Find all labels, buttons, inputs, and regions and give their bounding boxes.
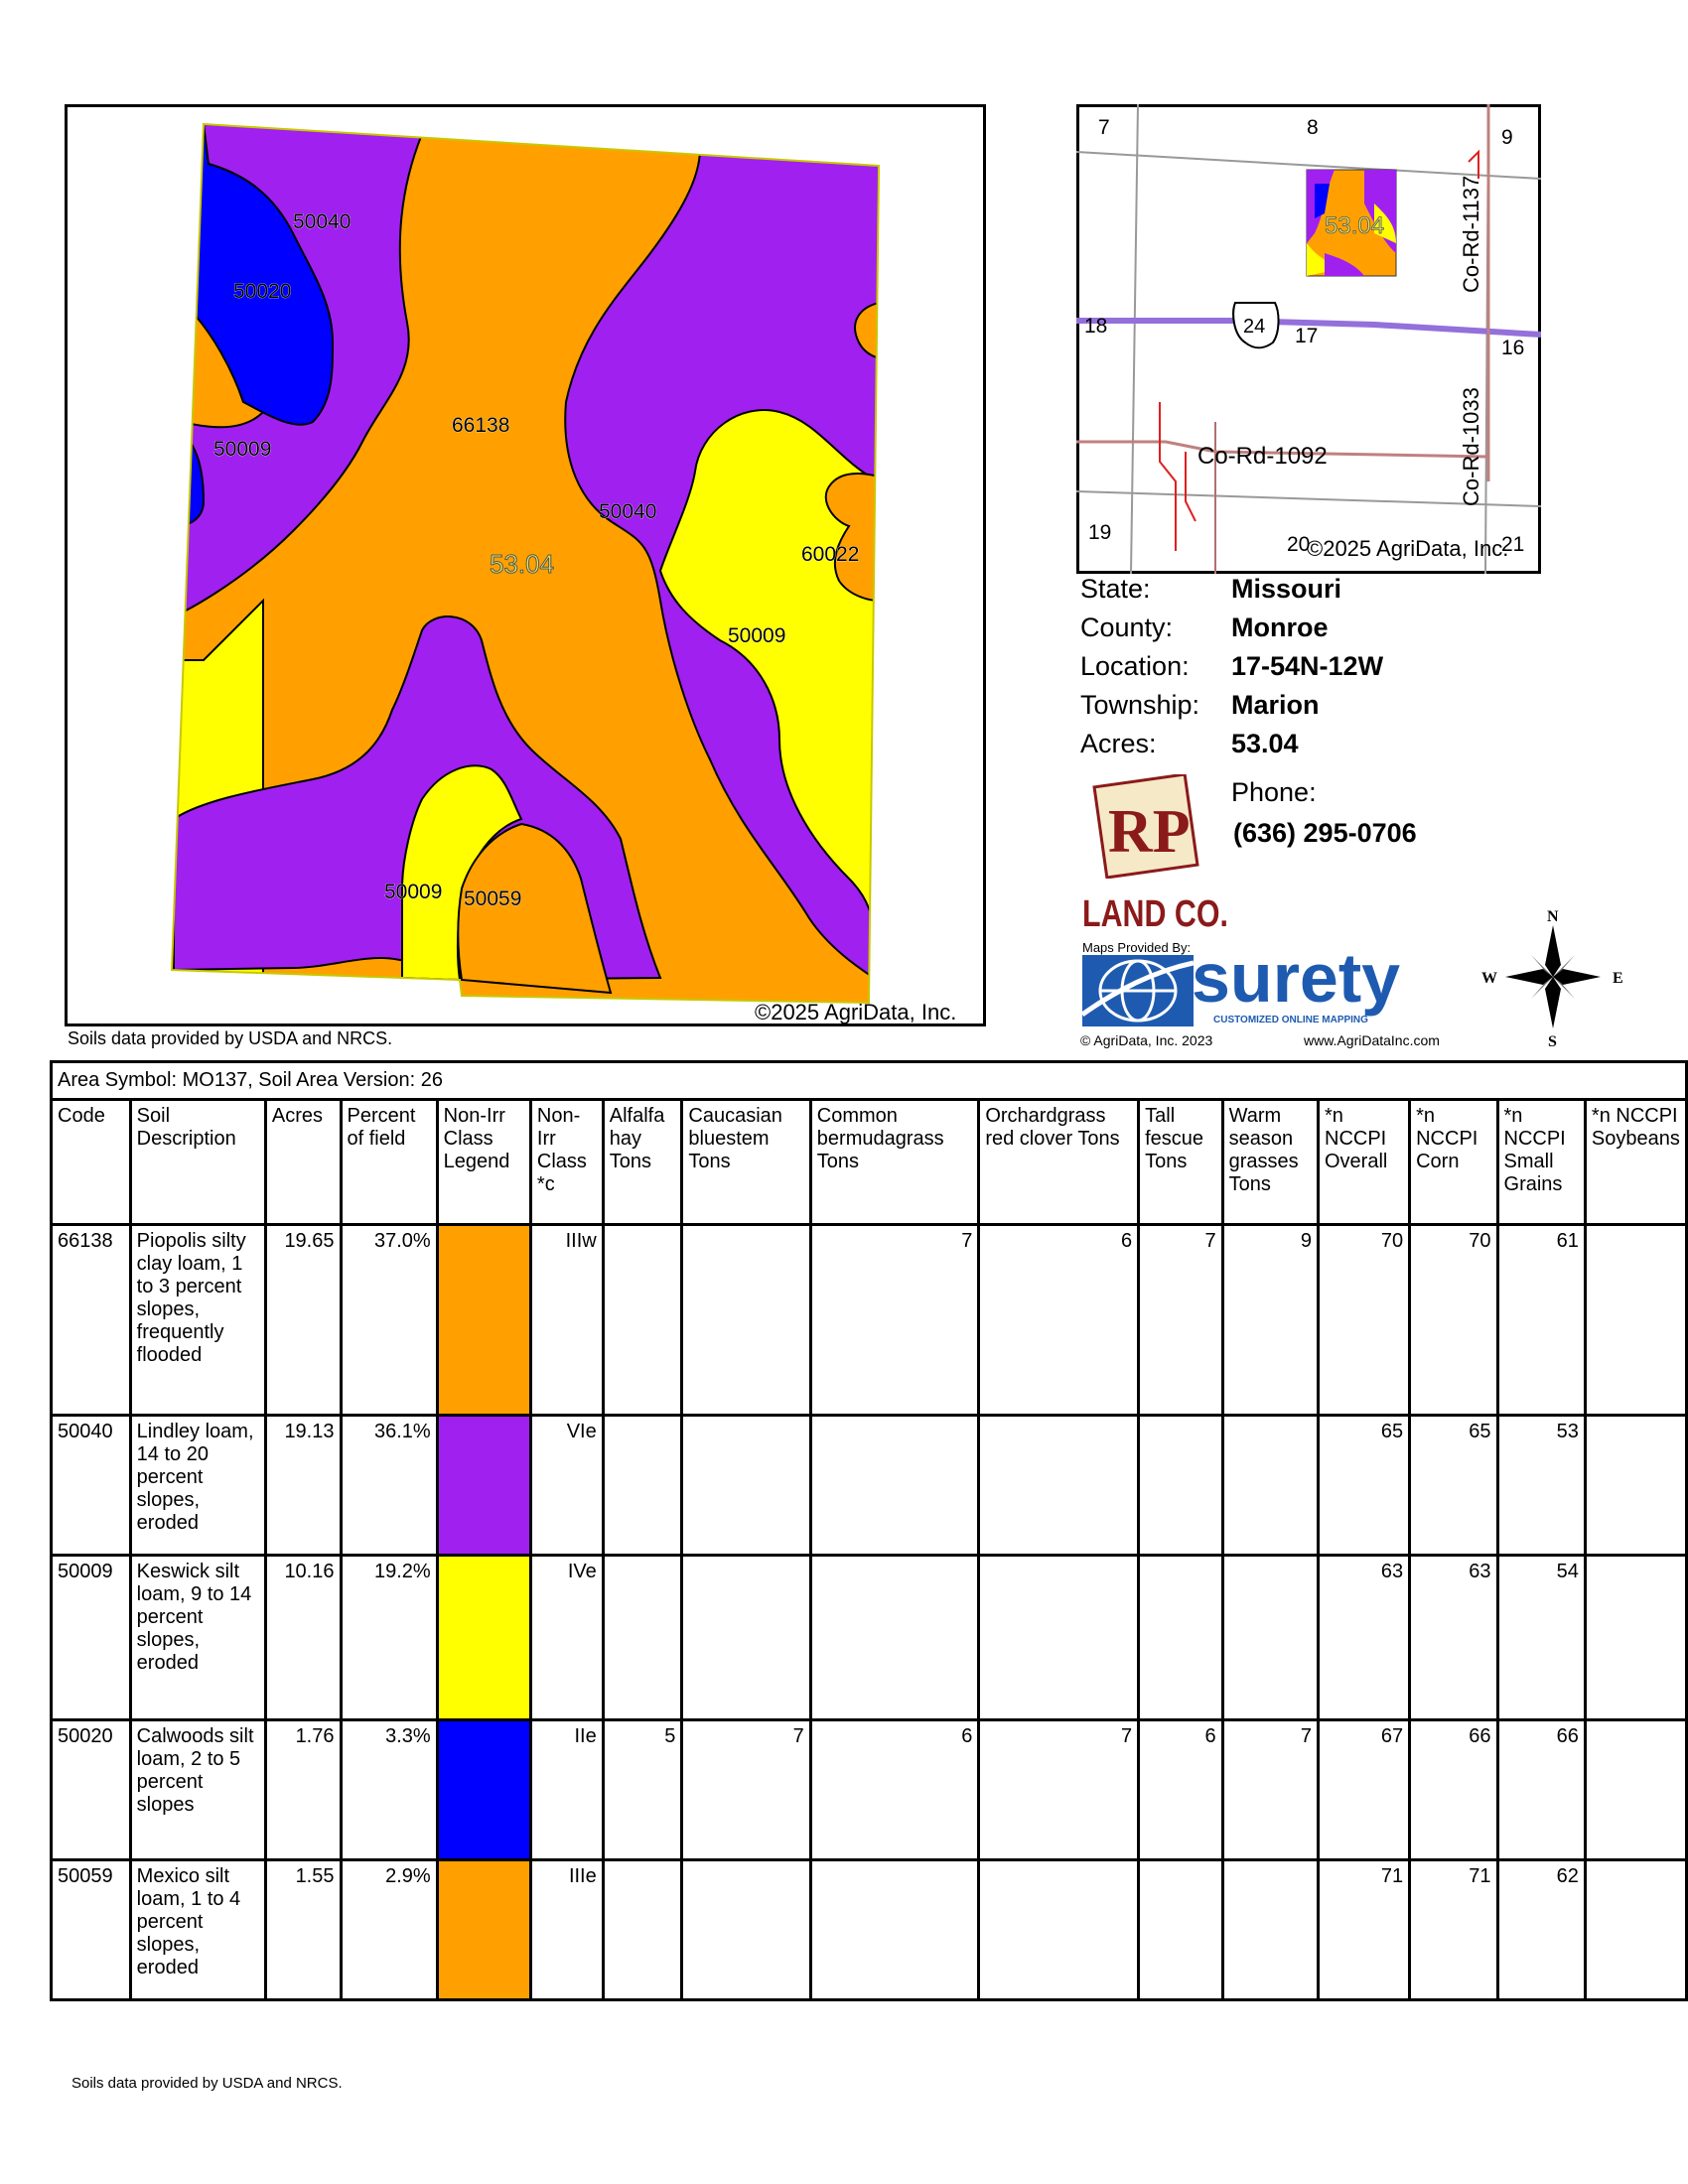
tall-fescue (1139, 1416, 1222, 1556)
nccpi-corn: 71 (1410, 1860, 1497, 2000)
rp-logo (1092, 774, 1199, 879)
class-legend-swatch (437, 1416, 530, 1556)
common-bermudagrass (810, 1860, 979, 2000)
map-acres-label: 53.04 (490, 549, 555, 579)
area-symbol: Area Symbol: MO137, Soil Area Version: 26 (52, 1062, 1687, 1100)
map-label-50059: 50059 (464, 887, 522, 910)
map-label-50020: 50020 (233, 280, 292, 303)
class-legend-swatch (437, 1556, 530, 1720)
soil-description: Piopolis silty clay loam, 1 to 3 percent slopes, frequently flooded (130, 1225, 265, 1416)
nccpi-corn: 70 (1410, 1225, 1497, 1416)
compass-west: W (1481, 970, 1497, 987)
rp-logo-text: RP (1108, 798, 1191, 866)
nccpi-small-grains: 53 (1497, 1416, 1585, 1556)
soil-table (50, 1060, 1688, 2001)
soil-acres: 1.55 (265, 1860, 341, 2000)
map-label-60022: 60022 (801, 543, 860, 566)
soil-percent: 37.0% (341, 1225, 437, 1416)
nccpi-corn: 63 (1410, 1556, 1497, 1720)
section-number: 18 (1084, 315, 1108, 338)
section-number: 21 (1501, 533, 1525, 556)
common-bermudagrass (810, 1416, 979, 1556)
non-irr-class: IIIe (530, 1860, 603, 2000)
highway-number: 24 (1243, 316, 1266, 338)
location-label: Location: (1080, 651, 1190, 681)
tall-fescue (1139, 1860, 1222, 2000)
soil-code: 50020 (52, 1720, 131, 1860)
township-value: Marion (1231, 690, 1320, 720)
township-label: Township: (1080, 690, 1200, 720)
section-number: 17 (1295, 325, 1319, 347)
nccpi-overall: 71 (1319, 1860, 1410, 2000)
caucasian-bluestem (682, 1860, 810, 2000)
soil-map (65, 104, 986, 1026)
table-row (52, 1225, 1687, 1416)
caucasian-bluestem (682, 1225, 810, 1416)
soil-percent: 2.9% (341, 1860, 437, 2000)
surety-logo: surety (1192, 939, 1401, 1017)
nccpi-small-grains: 62 (1497, 1860, 1585, 2000)
section-number: 19 (1088, 521, 1112, 544)
table-row (52, 1860, 1687, 2000)
locator-parcel-label: 53.04 (1325, 212, 1385, 239)
non-irr-class: IVe (530, 1556, 603, 1720)
county-label: County: (1080, 613, 1174, 642)
nccpi-overall: 67 (1319, 1720, 1410, 1860)
nccpi-overall: 70 (1319, 1225, 1410, 1416)
column-header: Non-Irr Class *c (530, 1100, 603, 1225)
nccpi-small-grains: 66 (1497, 1720, 1585, 1860)
nccpi-small-grains: 61 (1497, 1225, 1585, 1416)
soil-code: 50059 (52, 1860, 131, 2000)
soil-description: Lindley loam, 14 to 20 percent slopes, eroded (130, 1416, 265, 1556)
column-header: Acres (265, 1100, 341, 1225)
nccpi-soybeans (1585, 1416, 1686, 1556)
soil-percent: 19.2% (341, 1556, 437, 1720)
column-header: *n NCCPI Overall (1319, 1100, 1410, 1225)
alfalfa-hay (603, 1556, 682, 1720)
soil-acres: 10.16 (265, 1556, 341, 1720)
compass-south: S (1548, 1033, 1557, 1049)
orchardgrass-red-clover (979, 1860, 1139, 2000)
soil-description: Calwoods silt loam, 2 to 5 percent slopes (130, 1720, 265, 1860)
soil-percent: 3.3% (341, 1720, 437, 1860)
map-copyright: ©2025 AgriData, Inc. (755, 1000, 957, 1024)
orchardgrass-red-clover (979, 1416, 1139, 1556)
soil-code: 66138 (52, 1225, 131, 1416)
locator-copyright: ©2025 AgriData, Inc. (1307, 536, 1509, 561)
acres-value: 53.04 (1231, 729, 1299, 758)
section-number: 9 (1501, 126, 1513, 149)
alfalfa-hay: 5 (603, 1720, 682, 1860)
nccpi-overall: 63 (1319, 1556, 1410, 1720)
tall-fescue: 7 (1139, 1225, 1222, 1416)
nccpi-corn: 66 (1410, 1720, 1497, 1860)
soil-acres: 1.76 (265, 1720, 341, 1860)
maps-provided-by: Maps Provided By: (1082, 940, 1192, 955)
column-header: *n NCCPI Corn (1410, 1100, 1497, 1225)
column-header: Soil Description (130, 1100, 265, 1225)
column-header: Orchardgrass red clover Tons (979, 1100, 1139, 1225)
warm-season-grasses (1222, 1860, 1318, 2000)
table-row (52, 1556, 1687, 1720)
soil-acres: 19.65 (265, 1225, 341, 1416)
common-bermudagrass: 7 (810, 1225, 979, 1416)
caucasian-bluestem: 7 (682, 1720, 810, 1860)
locator-map (1076, 104, 1541, 574)
agridata-url: www.AgriDataInc.com (1304, 1032, 1440, 1048)
compass-east: E (1613, 970, 1623, 987)
class-legend-swatch (437, 1720, 530, 1860)
map-label-66138: 66138 (452, 414, 510, 437)
phone-value: (636) 295-0706 (1233, 818, 1417, 848)
column-header: Common bermudagrass Tons (810, 1100, 979, 1225)
phone-label: Phone: (1231, 777, 1317, 807)
alfalfa-hay (603, 1225, 682, 1416)
warm-season-grasses: 9 (1222, 1225, 1318, 1416)
section-number: 8 (1307, 116, 1319, 139)
state-label: State: (1080, 574, 1151, 604)
nccpi-overall: 65 (1319, 1416, 1410, 1556)
nccpi-soybeans (1585, 1860, 1686, 2000)
section-number: 16 (1501, 337, 1525, 359)
surety-tagline: CUSTOMIZED ONLINE MAPPING (1213, 1015, 1368, 1025)
map-label-50040: 50040 (599, 500, 657, 523)
column-header: *n NCCPI Soybeans (1585, 1100, 1686, 1225)
road-label-co-rd-1137: Co-Rd-1137 (1459, 175, 1483, 293)
table-header-row (52, 1100, 1687, 1225)
nccpi-soybeans (1585, 1225, 1686, 1416)
land-co-text: LAND CO. (1082, 893, 1228, 935)
nccpi-soybeans (1585, 1556, 1686, 1720)
soil-description: Keswick silt loam, 9 to 14 percent slopes, eroded (130, 1556, 265, 1720)
warm-season-grasses (1222, 1556, 1318, 1720)
warm-season-grasses (1222, 1416, 1318, 1556)
globe-icon (1082, 955, 1194, 1026)
soil-acres: 19.13 (265, 1416, 341, 1556)
column-header: *n NCCPI Small Grains (1497, 1100, 1585, 1225)
tall-fescue (1139, 1556, 1222, 1720)
column-header: Tall fescue Tons (1139, 1100, 1222, 1225)
non-irr-class: VIe (530, 1416, 603, 1556)
non-irr-class: IIe (530, 1720, 603, 1860)
soils-note: Soils data provided by USDA and NRCS. (68, 1028, 393, 1048)
alfalfa-hay (603, 1860, 682, 2000)
common-bermudagrass: 6 (810, 1720, 979, 1860)
caucasian-bluestem (682, 1556, 810, 1720)
column-header: Alfalfa hay Tons (603, 1100, 682, 1225)
caucasian-bluestem (682, 1416, 810, 1556)
state-value: Missouri (1231, 574, 1342, 604)
acres-label: Acres: (1080, 729, 1157, 758)
alfalfa-hay (603, 1416, 682, 1556)
tall-fescue: 6 (1139, 1720, 1222, 1860)
warm-season-grasses: 7 (1222, 1720, 1318, 1860)
map-label-50009: 50009 (213, 438, 272, 461)
soil-code: 50040 (52, 1416, 131, 1556)
compass-north: N (1547, 908, 1559, 925)
class-legend-swatch (437, 1860, 530, 2000)
road-label-co-rd-1092: Co-Rd-1092 (1197, 443, 1328, 470)
class-legend-swatch (437, 1225, 530, 1416)
section-number: 20 (1287, 533, 1311, 556)
location-value: 17-54N-12W (1231, 651, 1384, 681)
column-header: Non-Irr Class Legend (437, 1100, 530, 1225)
compass-rose-icon (1477, 905, 1628, 1049)
soil-percent: 36.1% (341, 1416, 437, 1556)
orchardgrass-red-clover: 7 (979, 1720, 1139, 1860)
common-bermudagrass (810, 1556, 979, 1720)
non-irr-class: IIIw (530, 1225, 603, 1416)
column-header: Percent of field (341, 1100, 437, 1225)
table-row (52, 1416, 1687, 1556)
nccpi-soybeans (1585, 1720, 1686, 1860)
column-header: Caucasian bluestem Tons (682, 1100, 810, 1225)
nccpi-corn: 65 (1410, 1416, 1497, 1556)
soil-code: 50009 (52, 1556, 131, 1720)
map-label-50009: 50009 (384, 881, 443, 903)
road-label-co-rd-1033: Co-Rd-1033 (1459, 387, 1483, 506)
soils-note-bottom: Soils data provided by USDA and NRCS. (71, 2075, 343, 2092)
column-header: Code (52, 1100, 131, 1225)
soil-description: Mexico silt loam, 1 to 4 percent slopes, eroded (130, 1860, 265, 2000)
column-header: Warm season grasses Tons (1222, 1100, 1318, 1225)
nccpi-small-grains: 54 (1497, 1556, 1585, 1720)
county-value: Monroe (1231, 613, 1329, 642)
map-label-50009: 50009 (728, 624, 786, 647)
section-number: 7 (1098, 116, 1110, 139)
agridata-copyright: © AgriData, Inc. 2023 (1080, 1032, 1213, 1048)
map-label-50040: 50040 (293, 210, 352, 233)
orchardgrass-red-clover (979, 1556, 1139, 1720)
orchardgrass-red-clover: 6 (979, 1225, 1139, 1416)
table-row (52, 1720, 1687, 1860)
